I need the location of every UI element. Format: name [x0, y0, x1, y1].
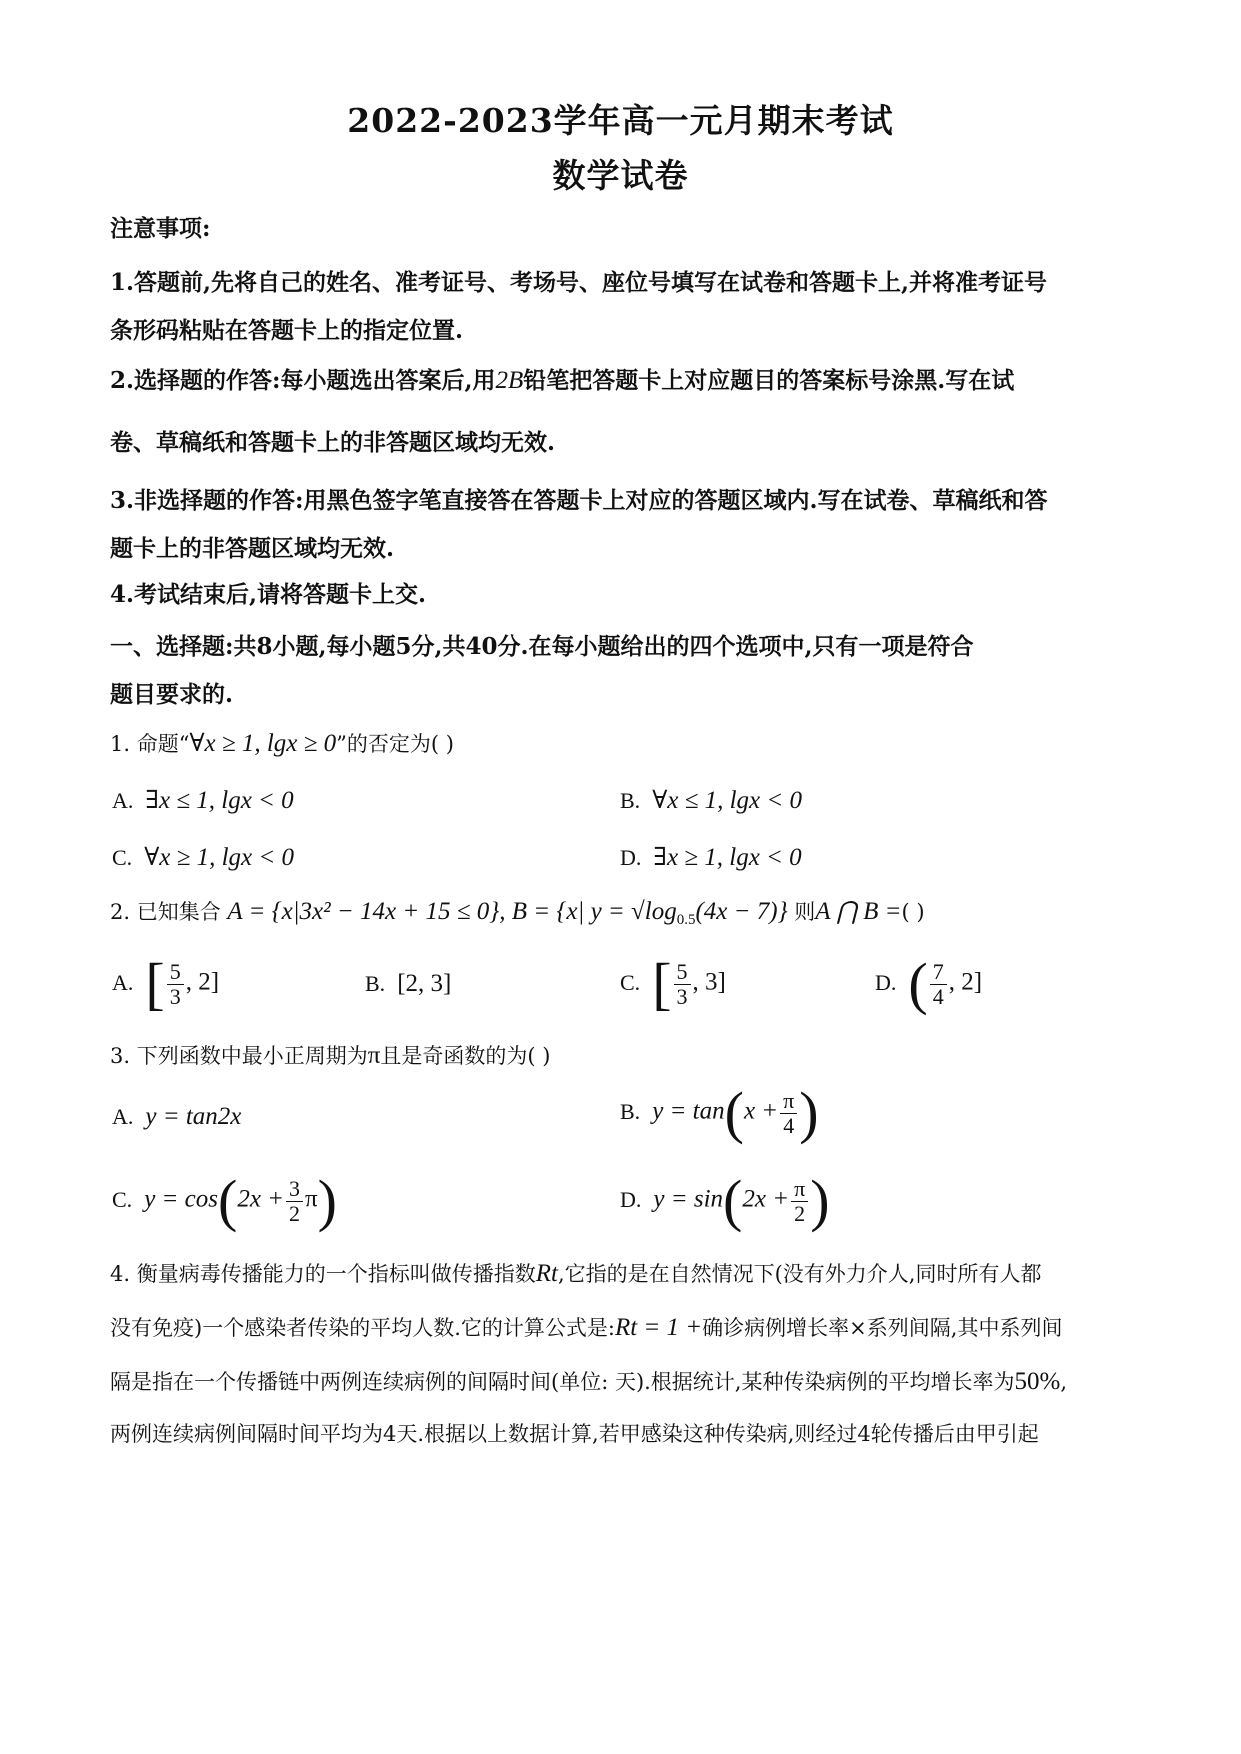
q4-l2-pre: 没有免疫)一个感染者传染的平均人数.它的计算公式是: — [110, 1316, 615, 1340]
notice-3b: 题卡上的非答题区域均无效. — [110, 535, 395, 562]
notice-2a-math: 2B — [495, 367, 524, 394]
notice-3a: 3.非选择题的作答:用黑色签字笔直接答在答题卡上对应的答题区域内.写在试卷、草稿纸和答 — [110, 487, 1048, 514]
q1-option-b — [620, 785, 802, 815]
q3-pre: 3. 下列函数中最小正周期为 — [110, 1044, 368, 1068]
q2-option-a-rest: , 2] — [185, 968, 220, 996]
q4-l3-math: 50% — [1014, 1368, 1061, 1395]
q4-line2 — [110, 1312, 1140, 1342]
q3-option-d-num: π — [791, 1177, 808, 1201]
q4-l2-post: 确诊病例增长率×系列间隔,其中系列间 — [702, 1316, 1063, 1340]
q3-post: 且是奇函数的为( ) — [380, 1044, 551, 1068]
q3-option-d-rparen: ) — [810, 1168, 830, 1233]
q2-option-d-label: D. — [875, 969, 897, 995]
notice-4: 4.考试结束后,请将答题卡上交. — [110, 581, 427, 608]
notice-2a — [110, 362, 1140, 395]
q2-option-c-fraction — [674, 960, 691, 1007]
q3-option-d-func: y = sin — [653, 1185, 724, 1213]
q2-math-c: A ⋂ B = — [815, 898, 902, 925]
q4-l1-pre: 4. 衡量病毒传播能力的一个指标叫做传播指数 — [110, 1262, 536, 1286]
notice-2a-pre: 2.选择题的作答:每小题选出答案后,用 — [110, 367, 496, 394]
q3-option-a-text: y = tan2x — [145, 1103, 242, 1130]
q1-option-d-text: ∃x ≥ 1, lgx < 0 — [653, 844, 802, 871]
q3-option-d-fraction — [791, 1177, 808, 1224]
q4-line1 — [110, 1258, 1140, 1288]
q2-option-c — [620, 951, 726, 1016]
q3-option-d-den: 2 — [794, 1200, 806, 1226]
q2-option-d-den: 4 — [932, 983, 944, 1009]
q2-post: ( ) — [901, 900, 925, 924]
q3-option-c-x: 2x + — [237, 1185, 285, 1213]
q4-line3 — [110, 1366, 1140, 1396]
q2-pre: 2. 已知集合 — [110, 900, 221, 924]
q3-option-a-label: A. — [112, 1104, 134, 1129]
q4-l3-post: , — [1060, 1370, 1067, 1394]
q2-option-c-lbracket: [ — [652, 951, 672, 1016]
q2-option-b-text: [2, 3] — [397, 970, 452, 997]
q3-option-c-num: 3 — [286, 1177, 303, 1201]
q3-option-b-x: x + — [743, 1097, 779, 1125]
q4-line4: 两例连续病例间隔时间平均为4天.根据以上数据计算,若甲感染这种传染病,则经过4轮传播后由甲引起 — [110, 1422, 1039, 1446]
q2-option-b — [365, 970, 451, 998]
q4-l1-post: ,它指的是在自然情况下(没有外力介人,同时所有人都 — [557, 1262, 1042, 1286]
q2-option-a-lbracket: [ — [145, 951, 165, 1016]
q3-option-c-pi: π — [305, 1185, 318, 1213]
notice-2a-post: 铅笔把答题卡上对应题目的答案标号涂黑.写在试 — [523, 367, 1015, 394]
q2-option-d-fraction — [930, 960, 947, 1007]
q3-option-b-label: B. — [620, 1098, 641, 1124]
q1-option-c-text: ∀x ≥ 1, lgx < 0 — [144, 844, 295, 871]
q1-option-b-text: ∀x ≤ 1, lgx < 0 — [652, 787, 803, 814]
q3-option-c-fraction — [286, 1177, 303, 1224]
q2-option-a-fraction — [167, 960, 184, 1007]
q3-option-c-label: C. — [112, 1186, 133, 1212]
q2-math-sub: 0.5 — [676, 912, 696, 929]
q3-option-c-rparen: ) — [317, 1168, 337, 1233]
q3-option-b — [620, 1080, 819, 1145]
notice-heading: 注意事项: — [110, 215, 211, 242]
q4-l3-pre: 隔是指在一个传播链中两例连续病例的间隔时间(单位: 天).根据统计,某种传染病例的平均增长率为 — [110, 1370, 1015, 1394]
q1-option-c — [112, 842, 294, 872]
q3-option-d — [620, 1168, 830, 1233]
q3-option-d-lparen: ( — [723, 1168, 743, 1233]
q3-option-a — [112, 1103, 241, 1131]
q3-option-b-lparen: ( — [724, 1080, 744, 1145]
q4-l2-math: Rt = 1 + — [614, 1314, 703, 1341]
q3-option-b-rparen: ) — [799, 1080, 819, 1145]
notice-2b: 卷、草稿纸和答题卡上的非答题区域均无效. — [110, 429, 556, 456]
q1-option-a-label: A. — [112, 788, 134, 813]
q1-option-b-label: B. — [620, 788, 641, 813]
q1-option-d — [620, 842, 802, 872]
q3-option-c — [112, 1168, 337, 1233]
q2-option-c-den: 3 — [676, 983, 688, 1009]
q2-option-d — [875, 951, 983, 1016]
q3-option-c-den: 2 — [289, 1200, 301, 1226]
notice-1b: 条形码粘贴在答题卡上的指定位置. — [110, 317, 464, 344]
q4-l1-math: Rt — [535, 1260, 558, 1287]
q2-option-a-label: A. — [112, 969, 134, 995]
q1-option-a-text: ∃x ≤ 1, lgx < 0 — [145, 787, 294, 814]
q3-option-c-lparen: ( — [217, 1168, 238, 1233]
notice-1a: 1.答题前,先将自己的姓名、准考证号、考场号、座位号填写在试卷和答题卡上,并将准考证号 — [110, 269, 1048, 296]
q1-stem — [110, 728, 1140, 758]
q1-math: ∀x ≥ 1, lgx ≥ 0 — [189, 730, 337, 757]
q2-option-d-lparen: ( — [908, 951, 928, 1016]
q2-option-c-num: 5 — [674, 960, 691, 984]
q1-option-c-label: C. — [112, 845, 133, 870]
q3-option-b-den: 4 — [783, 1112, 795, 1138]
q2-math-b: (4x − 7)} — [695, 898, 788, 925]
q3-option-b-num: π — [780, 1089, 797, 1113]
q3-math: π — [367, 1042, 381, 1069]
q2-option-a — [112, 951, 220, 1016]
q1-option-d-label: D. — [620, 845, 642, 870]
q2-math-a: A = {x|3x² − 14x + 15 ≤ 0}, B = {x| y = √log — [227, 898, 677, 925]
q2-stem — [110, 896, 1140, 929]
section1-line1: 一、选择题:共8小题,每小题5分,共40分.在每小题给出的四个选项中,只有一项是符合 — [110, 633, 974, 660]
q2-option-c-label: C. — [620, 969, 641, 995]
q1-option-a — [112, 785, 294, 815]
exam-title: 2022-2023学年高一元月期末考试 — [347, 101, 894, 140]
q1-pre: 1. 命题“ — [110, 732, 190, 756]
q3-option-d-x: 2x + — [742, 1185, 790, 1213]
q2-option-a-num: 5 — [167, 960, 184, 984]
q1-post: ”的否定为( ) — [336, 732, 454, 756]
q3-option-d-label: D. — [620, 1186, 642, 1212]
q2-option-d-rest: , 2] — [948, 968, 983, 996]
exam-subtitle: 数学试卷 — [552, 156, 689, 195]
q2-option-c-rest: , 3] — [692, 968, 726, 996]
q2-option-b-label: B. — [365, 971, 386, 996]
q3-option-b-func: y = tan — [652, 1097, 725, 1125]
q3-stem — [110, 1040, 1140, 1070]
q3-option-b-fraction — [780, 1089, 797, 1136]
section1-line2: 题目要求的. — [110, 681, 234, 708]
q2-option-d-num: 7 — [930, 960, 947, 984]
q3-option-c-func: y = cos — [144, 1185, 218, 1213]
q2-option-a-den: 3 — [169, 983, 181, 1009]
q2-mid: 则 — [794, 900, 816, 924]
